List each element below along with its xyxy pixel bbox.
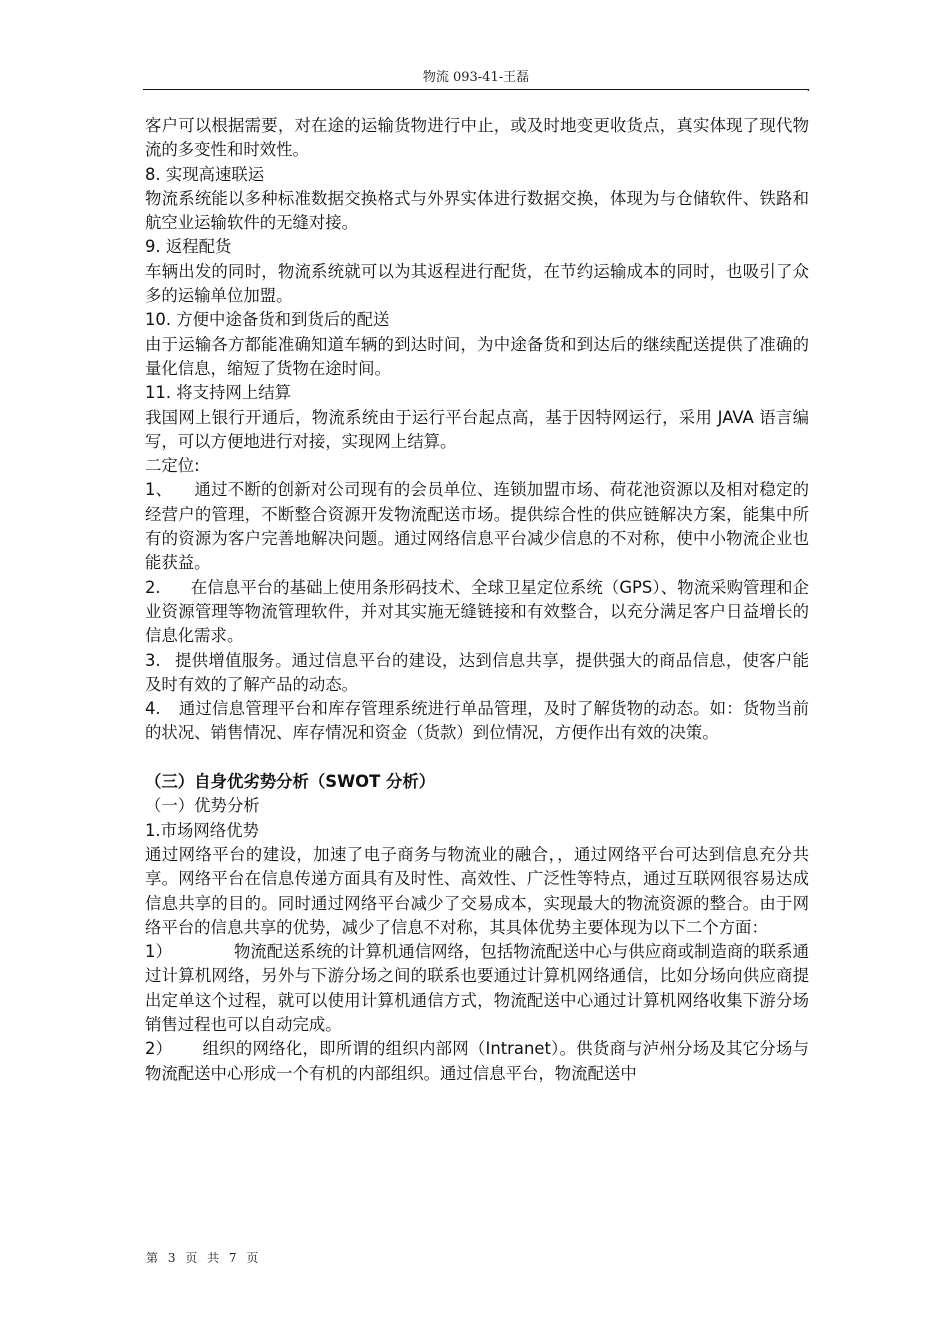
positioning-title: 二定位: [145,456,200,476]
strength-item-2-text: 组织的网络化，即所谓的组织内部网（Intranet）。供货商与泸州分场及其它分场与物流配送中心形成一个有机的内部组织。通过信息平台，物流配送中 [145,1039,809,1083]
blank-line [145,746,809,770]
positioning-item-2 [145,576,809,649]
positioning-item-4 [145,697,809,746]
positioning-item-4-text: 通过信息管理平台和库存管理系统进行单品管理，及时了解货物的动态。如：货物当前的状况、销售情况、库存情况和资金（货款）到位情况，方便作出有效的决策。 [145,699,809,743]
heading-market-network: 1.市场网络优势 [145,820,259,840]
strength-item-2 [145,1037,809,1086]
positioning-item-3-number: 3. [145,650,161,670]
heading-item-10: 10. 方便中途备货和到货后的配送 [145,310,390,330]
header-mark: , [807,82,811,93]
positioning-item-1 [145,478,809,575]
paragraph-item-11: 我国网上银行开通后，物流系统由于运行平台起点高，基于因特网运行，采用 JAVA 语言编写，可以方便地进行对接，实现网上结算。 [145,407,809,451]
subsection-title-strengths: （一）优势分析 [145,796,260,816]
header-rule [143,89,809,90]
page-footer: 第 3 页 共 7 页 [146,1251,262,1265]
positioning-item-1-number: 1、 [145,480,173,500]
paragraph-intro: 客户可以根据需要，对在途的运输货物进行中止，或及时地变更收货点，真实体现了现代物流的多变性和时效性。 [145,116,809,160]
positioning-item-3 [145,649,809,698]
positioning-item-4-number: 4. [145,699,161,719]
strength-item-1-number: 1） [145,942,172,962]
section-title-swot: （三）自身优劣势分析（SWOT 分析） [145,772,436,792]
heading-item-9: 9. 返程配货 [145,237,232,257]
document-body [145,114,809,1086]
positioning-item-2-number: 2. [145,577,161,597]
paragraph-item-9: 车辆出发的同时，物流系统就可以为其返程进行配货，在节约运输成本的同时，也吸引了众多的运输单位加盟。 [145,261,809,306]
paragraph-item-8: 物流系统能以多种标准数据交换格式与外界实体进行数据交换，体现为与仓储软件、铁路和航空业运输软件的无缝对接。 [145,188,809,233]
page-header: 物流 093-41-王磊 [422,70,530,85]
positioning-item-3-text: 提供增值服务。通过信息平台的建设，达到信息共享，提供强大的商品信息，使客户能及时有效的了解产品的动态。 [145,650,809,694]
strength-item-1 [145,940,809,1037]
heading-item-11: 11. 将支持网上结算 [145,383,292,403]
paragraph-market-network: 通过网络平台的建设，加速了电子商务与物流业的融合，，通过网络平台可达到信息充分共享。网络平台在信息传递方面具有及时性、高效性、广泛性等特点，通过互联网很容易达成信息共享的目的。同时通过网络平台减少了交易成本，实现最大的物流资源的整合。由于网络平台的信息共享的优势，减少了信息不对称，其具体优势主要体现为以下二个方面： [145,844,809,937]
strength-item-1-text: 物流配送系统的计算机通信网络，包括物流配送中心与供应商或制造商的联系通过计算机网络，另外与下游分场之间的联系也要通过计算机网络通信，比如分场向供应商提出定单这个过程，就可以使用计算机通信方式，物流配送中心通过计算机网络收集下游分场销售过程也可以自动完成。 [145,942,809,1034]
paragraph-item-10: 由于运输各方都能准确知道车辆的到达时间，为中途备货和到达后的继续配送提供了准确的量化信息，缩短了货物在途时间。 [145,334,809,378]
positioning-item-1-text: 通过不断的创新对公司现有的会员单位、连锁加盟市场、荷花池资源以及相对稳定的经营户的管理，不断整合资源开发物流配送市场。提供综合性的供应链解决方案，能集中所有的资源为客户完善地解决问题。通过网络信息平台减少信息的不对称，使中小物流企业也能获益。 [145,480,810,573]
positioning-item-2-text: 在信息平台的基础上使用条形码技术、全球卫星定位系统（GPS）、物流采购管理和企业资源管理等物流管理软件，并对其实施无缝链接和有效整合，以充分满足客户日益增长的信息化需求。 [145,577,809,646]
strength-item-2-number: 2） [145,1039,173,1059]
heading-item-8: 8. 实现高速联运 [145,164,265,184]
